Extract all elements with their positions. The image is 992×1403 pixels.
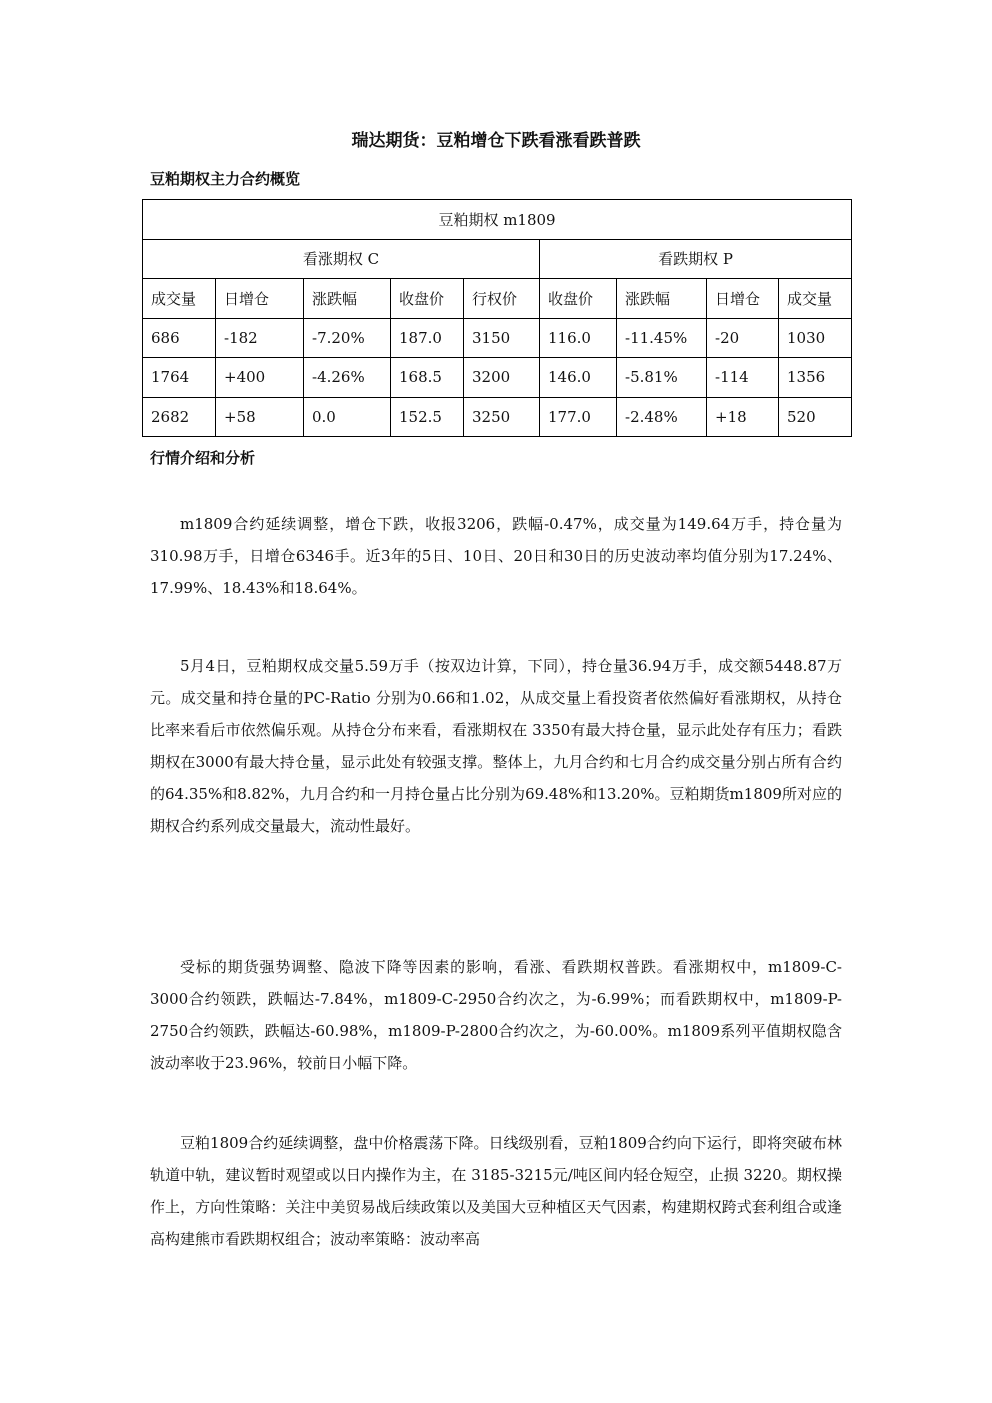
table-cell: 1764	[143, 358, 216, 398]
table-row	[143, 358, 852, 398]
header-cell: 收盘价	[540, 279, 617, 319]
table-cell: -114	[707, 358, 779, 398]
table-cell: 1356	[779, 358, 852, 398]
table-cell: -20	[707, 318, 779, 358]
table-cell: 168.5	[391, 358, 464, 398]
table-cell: 3150	[464, 318, 540, 358]
header-cell: 涨跌幅	[617, 279, 707, 319]
table-cell: -182	[216, 318, 304, 358]
table-header-row	[143, 279, 852, 319]
header-cell: 行权价	[464, 279, 540, 319]
analysis-paragraph: m1809合约延续调整，增仓下跌，收报3206，跌幅-0.47%，成交量为149.64万手，持仓量为310.98万手，日增仓6346手。近3年的5日、10日、20日和30日的历史波动率均值分别为17.24%、17.99%、18.43%和18.64%。	[150, 515, 842, 597]
table-cell: -11.45%	[617, 318, 707, 358]
table-cell: +58	[216, 397, 304, 437]
header-cell: 涨跌幅	[304, 279, 391, 319]
call-option-label: 看涨期权 C	[143, 239, 540, 279]
document-title: 瑞达期货：豆粕增仓下跌看涨看跌普跌	[351, 131, 641, 151]
header-cell: 成交量	[779, 279, 852, 319]
analysis-paragraph: 受标的期货强势调整、隐波下降等因素的影响，看涨、看跌期权普跌。看涨期权中，m1809-C-3000合约领跌，跌幅达-7.84%，m1809-C-2950合约次之，为-6.99%；而看跌期权中，m1809-P-2750合约领跌，跌幅达-60.98%，m1809-P-2800合约次之，为-60.00%。m1809系列平值期权隐含波动率收于23.96%，较前日小幅下降。	[150, 958, 842, 1072]
put-option-label: 看跌期权 P	[540, 239, 852, 279]
table-cell: 177.0	[540, 397, 617, 437]
header-cell: 收盘价	[391, 279, 464, 319]
table-cell: -2.48%	[617, 397, 707, 437]
table-cell: -5.81%	[617, 358, 707, 398]
table-cell: -7.20%	[304, 318, 391, 358]
table-cell: 1030	[779, 318, 852, 358]
table-cell: 520	[779, 397, 852, 437]
table-cell: 0.0	[304, 397, 391, 437]
table-cell: 187.0	[391, 318, 464, 358]
table-cell: 2682	[143, 397, 216, 437]
header-cell: 成交量	[143, 279, 216, 319]
table-cell: 3200	[464, 358, 540, 398]
table-row	[143, 318, 852, 358]
header-cell: 日增仓	[707, 279, 779, 319]
table-cell: +400	[216, 358, 304, 398]
table-cell: +18	[707, 397, 779, 437]
options-overview-table	[142, 199, 852, 437]
table-cell: 152.5	[391, 397, 464, 437]
table-cell: 146.0	[540, 358, 617, 398]
table-row	[143, 397, 852, 437]
overview-heading: 豆粕期权主力合约概览	[150, 170, 301, 188]
table-title: 豆粕期权 m1809	[143, 200, 852, 240]
analysis-paragraph: 5月4日，豆粕期权成交量5.59万手（按双边计算，下同），持仓量36.94万手，成交额5448.87万元。成交量和持仓量的PC-Ratio 分别为0.66和1.02，从成交量上看投资者依然偏好看涨期权，从持仓比率来看后市依然偏乐观。从持仓分布来看，看涨期权在 3350有最大持仓量，显示此处存有压力；看跌期权在3000有最大持仓量，显示此处有较强支撑。整体上，九月合约和七月合约成交量分别占所有合约的64.35%和8.82%，九月合约和一月持仓量占比分别为69.48%和13.20%。豆粕期货m1809所对应的期权合约系列成交量最大，流动性最好。	[150, 657, 842, 835]
table-cell: 686	[143, 318, 216, 358]
table-cell: 3250	[464, 397, 540, 437]
table-cell: -4.26%	[304, 358, 391, 398]
analysis-paragraph: 豆粕1809合约延续调整，盘中价格震荡下降。日线级别看，豆粕1809合约向下运行，即将突破布林轨道中轨，建议暂时观望或以日内操作为主，在 3185-3215元/吨区间内轻仓短空，止损 3220。期权操作上，方向性策略：关注中美贸易战后续政策以及美国大豆种植区天气因素，构建期权跨式套利组合或逢高构建熊市看跌期权组合；波动率策略：波动率高	[150, 1134, 842, 1248]
header-cell: 日增仓	[216, 279, 304, 319]
table-cell: 116.0	[540, 318, 617, 358]
analysis-heading: 行情介绍和分析	[150, 449, 256, 467]
